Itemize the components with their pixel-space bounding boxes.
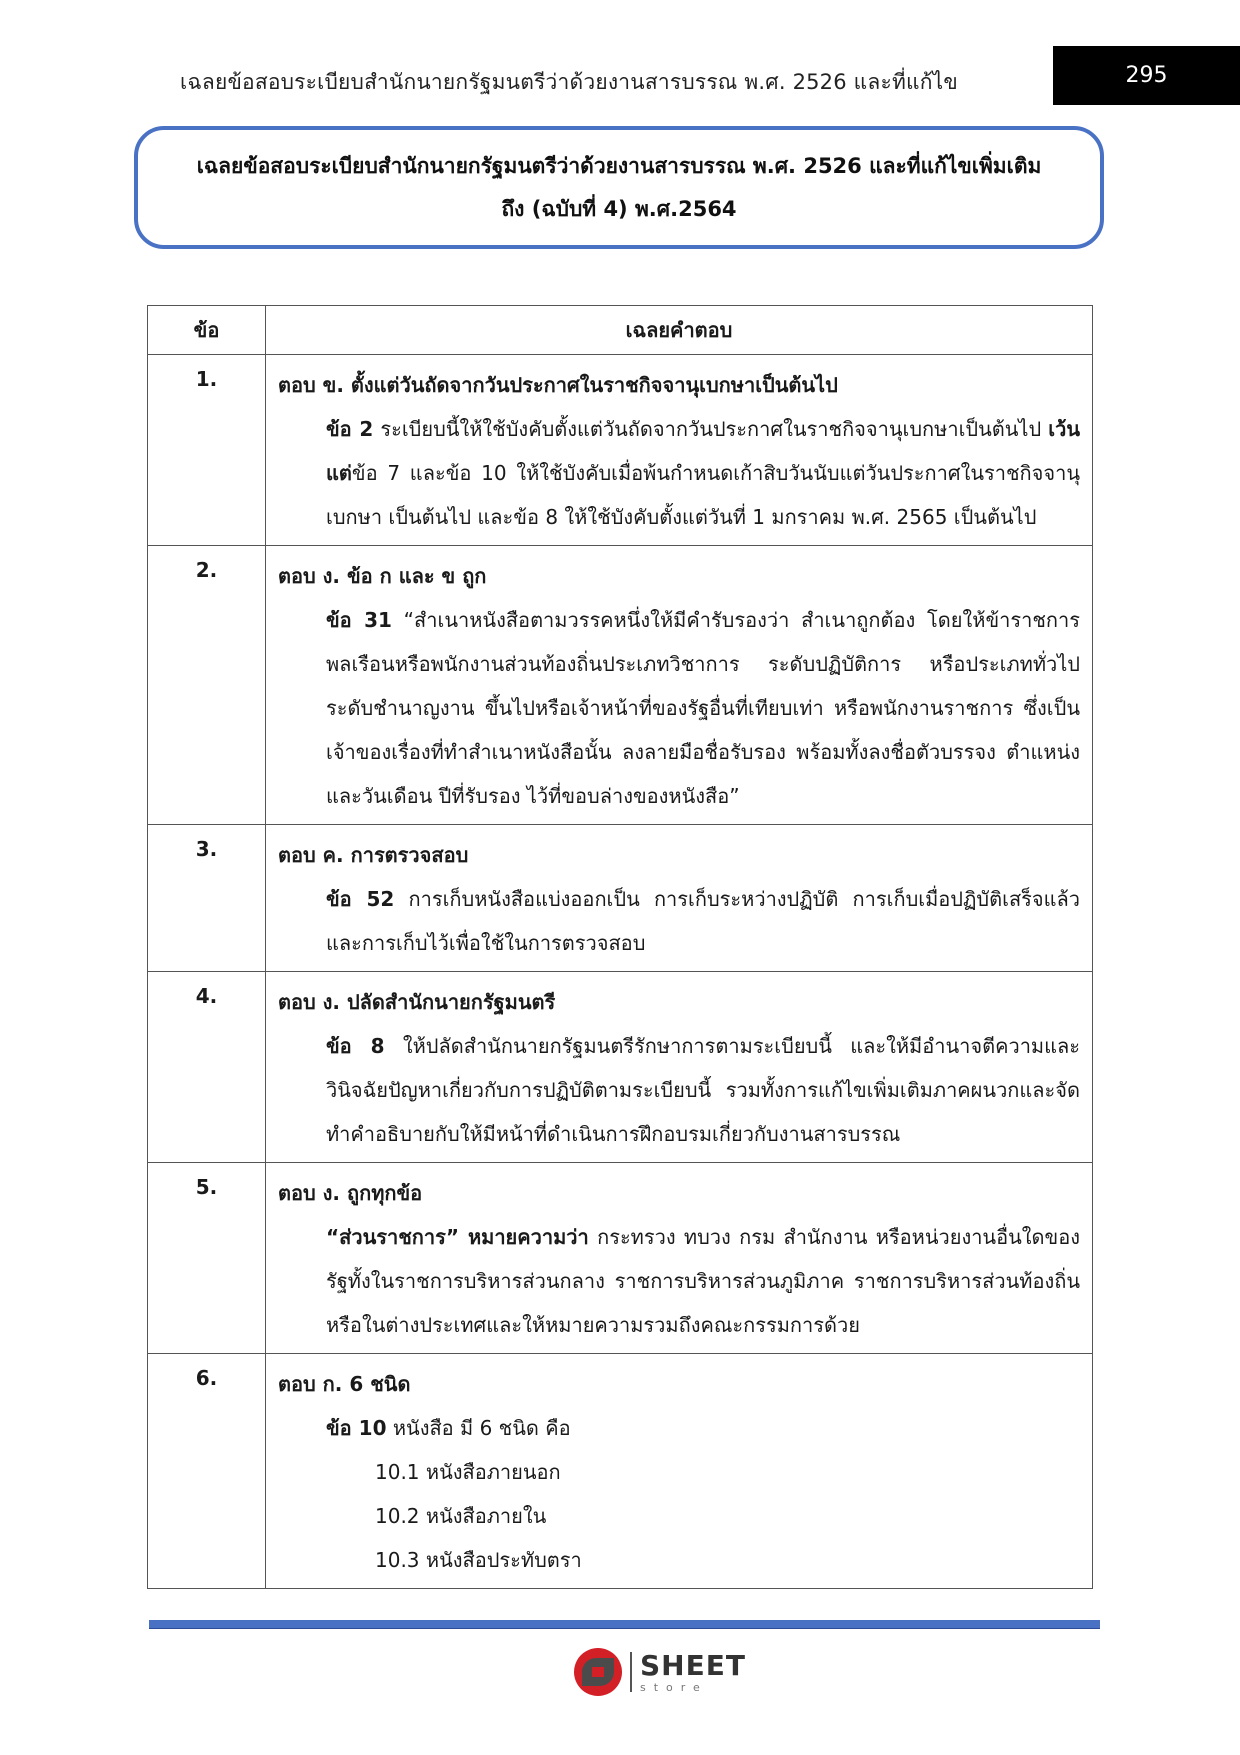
answer-cell xyxy=(266,546,1093,825)
answer-cell xyxy=(266,1354,1093,1589)
row-number: 6. xyxy=(148,1354,266,1589)
table-row xyxy=(148,825,1093,972)
list-item: 10.1 หนังสือภายนอก xyxy=(375,1460,561,1484)
explanation-text: ระเบียบนี้ให้ใช้บังคับตั้งแต่วันถัดจากวันประกาศในราชกิจจานุเบกษาเป็นต้นไป xyxy=(373,417,1049,441)
logo-divider xyxy=(630,1652,632,1692)
table-row xyxy=(148,1354,1093,1589)
table-row xyxy=(148,355,1093,546)
answer-choice: ตอบ ก. 6 ชนิด xyxy=(278,1372,411,1396)
running-header: เฉลยข้อสอบระเบียบสำนักนายกรัฐมนตรีว่าด้วยงานสารบรรณ พ.ศ. 2526 และที่แก้ไข xyxy=(180,70,958,94)
table-header-row xyxy=(148,306,1093,355)
list-item: 10.2 หนังสือภายใน xyxy=(375,1504,547,1528)
row-number: 1. xyxy=(148,355,266,546)
clause-ref: ข้อ 2 xyxy=(326,417,374,441)
answer-cell xyxy=(266,972,1093,1163)
explanation xyxy=(278,598,1080,818)
explanation-text: การเก็บหนังสือแบ่งออกเป็น การเก็บระหว่างปฏิบัติ การเก็บเมื่อปฏิบัติเสร็จแล้ว และการเก็บไว้เพื่อใช้ในการตรวจสอบ xyxy=(326,887,1080,955)
explanation-text: หนังสือ มี 6 ชนิด คือ xyxy=(386,1416,571,1440)
definition-term: “ส่วนราชการ” หมายความว่า xyxy=(326,1225,589,1249)
answer-choice: ตอบ ค. การตรวจสอบ xyxy=(278,843,469,867)
explanation-text: “สำเนาหนังสือตามวรรคหนึ่งให้มีคำรับรองว่า สำเนาถูกต้อง โดยให้ข้าราชการพลเรือนหรือพนักงานส่วนท้องถิ่นประเภทวิชาการ ระดับปฏิบัติการ หรือประเภททั่วไป ระดับชำนาญงาน ขึ้นไปหรือเจ้าหน้าที่ของรัฐอื่นที่เทียบเท่า หรือพนักงานราชการ ซึ่งเป็นเจ้าของเรื่องที่ทำสำเนาหนังสือนั้น ลงลายมือชื่อรับรอง พร้อมทั้งลงชื่อตัวบรรจง ตำแหน่ง และวันเดือน ปีที่รับรอง ไว้ที่ขอบล่างของหนังสือ” xyxy=(326,608,1080,808)
sheet-store-logo xyxy=(574,1646,746,1698)
list-item: 10.3 หนังสือประทับตรา xyxy=(375,1548,582,1572)
logo-mark-icon xyxy=(574,1648,622,1696)
clause-ref: ข้อ 8 xyxy=(326,1034,385,1058)
answer-cell xyxy=(266,1163,1093,1354)
title-box xyxy=(134,126,1104,249)
explanation-text: ให้ปลัดสำนักนายกรัฐมนตรีรักษาการตามระเบียบนี้ และให้มีอำนาจตีความและวินิจฉัยปัญหาเกี่ยวกับการปฏิบัติตามระเบียบนี้ รวมทั้งการแก้ไขเพิ่มเติมภาคผนวกและจัดทำคำอธิบายกับให้มีหน้าที่ดำเนินการฝึกอบรมเกี่ยวกับงานสารบรรณ xyxy=(326,1034,1081,1146)
column-header-no: ข้อ xyxy=(148,306,266,355)
clause-ref: ข้อ 10 xyxy=(326,1416,387,1440)
clause-ref-except: เว้นแต่ xyxy=(326,417,1081,485)
explanation xyxy=(278,407,1080,539)
logo-text xyxy=(640,1648,746,1694)
answer-table xyxy=(147,305,1093,1589)
page-number: 295 xyxy=(1053,46,1240,105)
footer-rule xyxy=(149,1620,1100,1629)
explanation xyxy=(278,877,1080,965)
answer-choice: ตอบ ง. ถูกทุกข้อ xyxy=(278,1181,423,1205)
row-number: 4. xyxy=(148,972,266,1163)
answer-cell xyxy=(266,825,1093,972)
answer-choice: ตอบ ข. ตั้งแต่วันถัดจากวันประกาศในราชกิจจานุเบกษาเป็นต้นไป xyxy=(278,373,838,397)
column-header-answer: เฉลยคำตอบ xyxy=(266,306,1093,355)
row-number: 2. xyxy=(148,546,266,825)
answer-cell xyxy=(266,355,1093,546)
answer-choice: ตอบ ง. ข้อ ก และ ข ถูก xyxy=(278,564,487,588)
explanation xyxy=(278,1406,1080,1450)
clause-ref: ข้อ 52 xyxy=(326,887,395,911)
brand-sub: store xyxy=(640,1680,708,1694)
answer-choice: ตอบ ง. ปลัดสำนักนายกรัฐมนตรี xyxy=(278,990,556,1014)
explanation-text: กระทรวง ทบวง กรม สำนักงาน หรือหน่วยงานอื่นใดของรัฐทั้งในราชการบริหารส่วนกลาง ราชการบริหารส่วนภูมิภาค ราชการบริหารส่วนท้องถิ่น หรือในต่างประเทศและให้หมายความรวมถึงคณะกรรมการด้วย xyxy=(326,1225,1080,1337)
explanation xyxy=(278,1215,1080,1347)
table-row xyxy=(148,1163,1093,1354)
clause-ref: ข้อ 31 xyxy=(326,608,392,632)
title-line-1: เฉลยข้อสอบระเบียบสำนักนายกรัฐมนตรีว่าด้วยงานสารบรรณ พ.ศ. 2526 และที่แก้ไขเพิ่มเติม xyxy=(196,153,1042,178)
explanation-text-2: ข้อ 7 และข้อ 10 ให้ใช้บังคับเมื่อพ้นกำหนดเก้าสิบวันนับแต่วันประกาศในราชกิจจานุเบกษา เป็นต้นไป และข้อ 8 ให้ใช้บังคับตั้งแต่วันที่ 1 มกราคม พ.ศ. 2565 เป็นต้นไป xyxy=(326,461,1080,529)
row-number: 5. xyxy=(148,1163,266,1354)
table-row xyxy=(148,546,1093,825)
brand-name: SHEET xyxy=(640,1648,746,1682)
explanation xyxy=(278,1024,1080,1156)
table-row xyxy=(148,972,1093,1163)
row-number: 3. xyxy=(148,825,266,972)
title-line-2: ถึง (ฉบับที่ 4) พ.ศ.2564 xyxy=(501,196,737,221)
